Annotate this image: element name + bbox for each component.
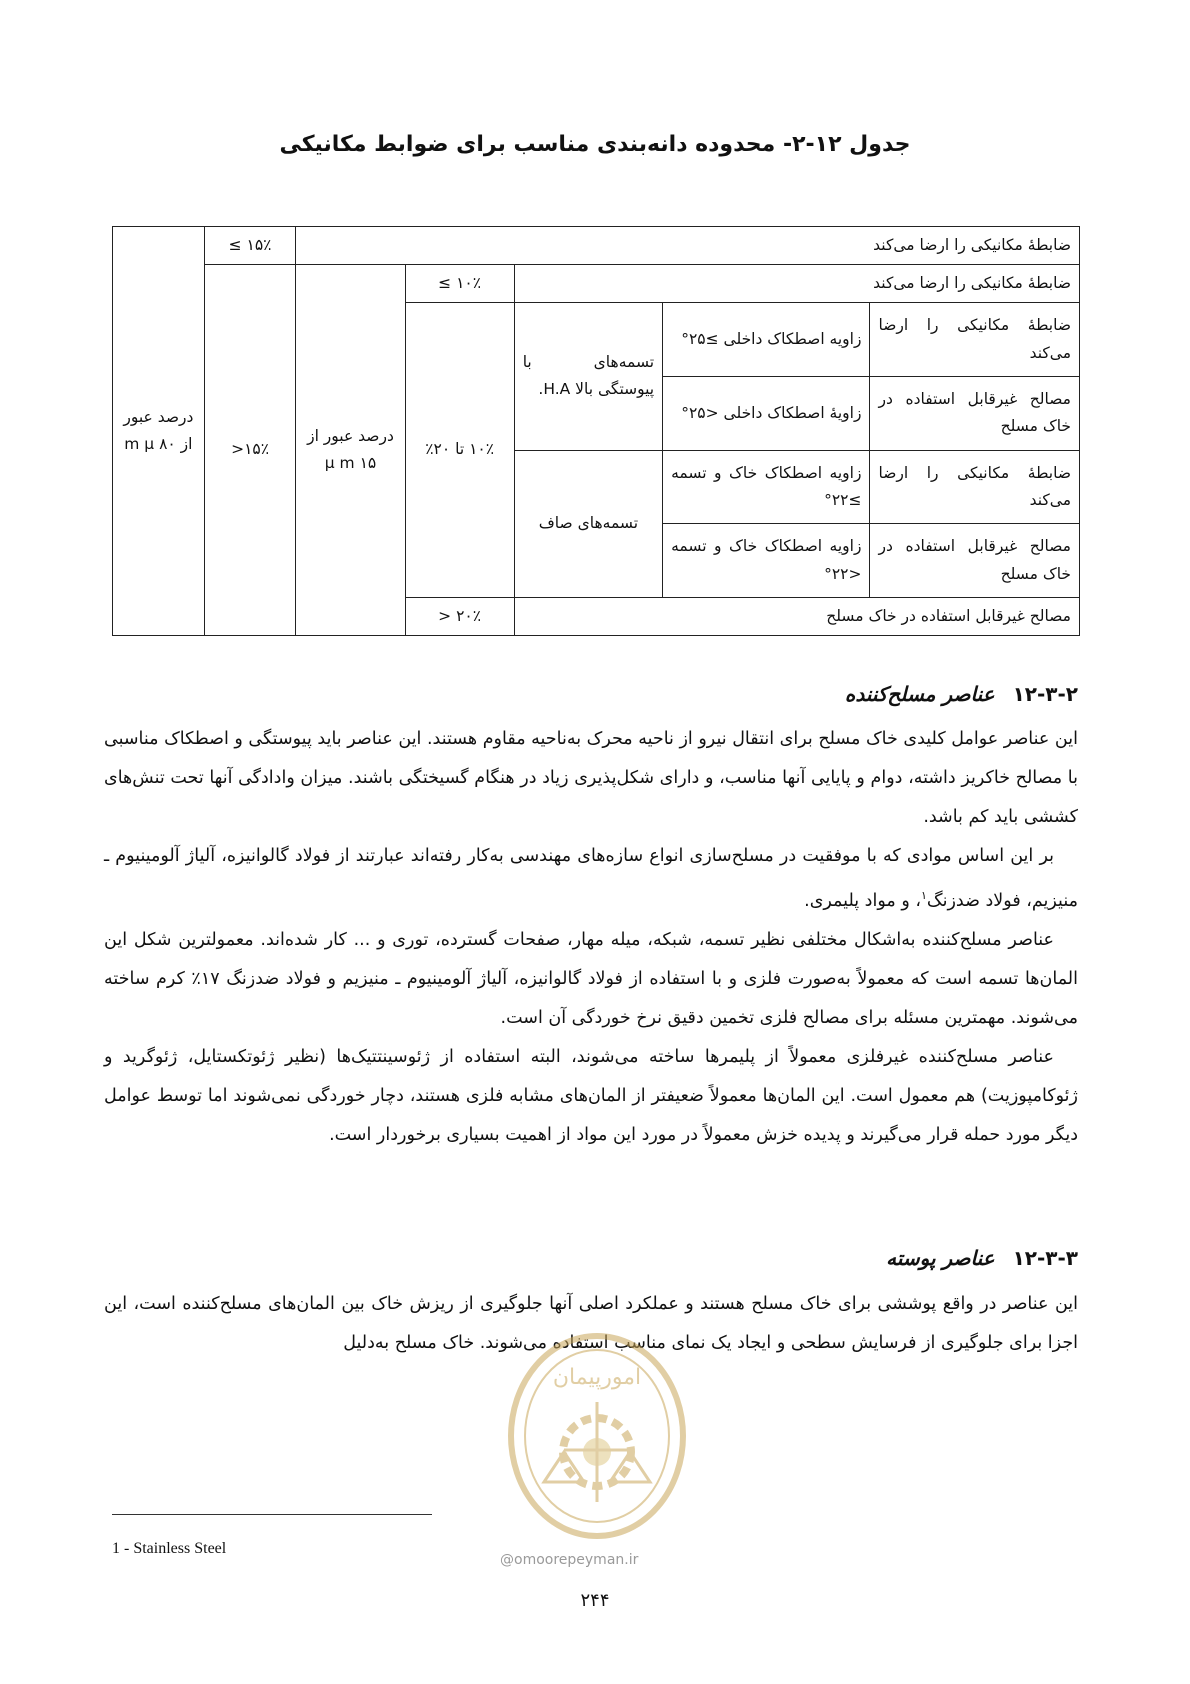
big-threshold: ۱۵٪< xyxy=(204,265,296,636)
group1-result-1: ضابطهٔ مکانیکی را ارضا می‌کند xyxy=(870,303,1080,377)
paragraph: عناصر مسلح‌کننده غیرفلزی معمولاً از پلیمرها ساخته می‌شوند، البته استفاده از ژئوسینتتیک‌ها (نظیر ژئوتکستایل، ژئوگرید و ژئوکامپوزیت) هم معمول است. این المان‌ها معمولاً ضعیفتر از المان‌های مشابه فلزی هستند، دچار خوردگی نمی‌شوند اما توسط عوامل دیگر مورد حمله قرار می‌گیرند و پدیده خزش معمولاً در مورد این مواد از اهمیت بسیاری برخوردار است. xyxy=(104,1046,1078,1145)
footnote-ref: ۱ xyxy=(920,889,927,902)
section-number: ۱۲-۳-۲ xyxy=(1012,682,1078,706)
group1-condition-2: زاویهٔ اصطکاک داخلی <۲۵° xyxy=(663,376,870,450)
col3-label: درصد عبور از ۱۵ μ m xyxy=(296,265,405,636)
watermark-url: @omoorepeyman.ir xyxy=(500,1552,639,1568)
section-heading-reinforcement xyxy=(845,682,1078,706)
group2-result-2: مصالح غیرقابل استفاده در خاک مسلح xyxy=(870,524,1080,598)
group2-label: تسمه‌های صاف xyxy=(514,450,662,597)
row1-result: ضابطهٔ مکانیکی را ارضا می‌کند xyxy=(296,227,1080,265)
watermark-logo-icon xyxy=(504,1332,690,1572)
row-last-result: مصالح غیرقابل استفاده در خاک مسلح xyxy=(514,597,1079,635)
row2-threshold: ۱۰٪ ≥ xyxy=(405,265,514,303)
col1-label: درصد عبور از ۸۰ m μ xyxy=(113,227,205,636)
section-title: عناصر مسلح‌کننده xyxy=(844,682,995,706)
row2-result: ضابطهٔ مکانیکی را ارضا می‌کند xyxy=(514,265,1079,303)
group1-condition-1: زاویه اصطکاک داخلی ≥۲۵° xyxy=(663,303,870,377)
section1-body xyxy=(104,720,1078,1155)
gradation-table xyxy=(112,226,1080,636)
group2-condition-1: زاویه اصطکاک خاک و تسمه ≥۲۲° xyxy=(663,450,870,524)
row1-threshold: ۱۵٪ ≥ xyxy=(204,227,296,265)
row-last-threshold: ۲۰٪ < xyxy=(405,597,514,635)
table-title: جدول ۱۲-۲- محدوده دانه‌بندی مناسب برای ضوابط مکانیکی xyxy=(279,132,911,157)
paragraph: عناصر مسلح‌کننده به‌اشکال مختلفی نظیر تسمه، شبکه، میله مهار، صفحات گسترده، توری و ... کار شده‌اند. معمولترین شکل این المان‌ها تسمه است که معمولاً به‌صورت فلزی و با استفاده از فولاد گالوانیزه، آلیاژ آلومینیوم ـ منیزیم و فولاد ضدزنگ ۱۷٪ کرم ساخته می‌شوند. مهمترین مسئله برای مصالح فلزی تخمین دقیق نرخ خوردگی آن است. xyxy=(104,929,1078,1028)
group2-condition-2: زاویه اصطکاک خاک و تسمه <۲۲° xyxy=(663,524,870,598)
group2-result-1: ضابطهٔ مکانیکی را ارضا می‌کند xyxy=(870,450,1080,524)
footnote: 1 - Stainless Steel xyxy=(112,1540,227,1557)
paragraph: این عناصر در واقع پوششی برای خاک مسلح هستند و عملکرد اصلی آنها جلوگیری از ریزش خاک بین المان‌های مسلح‌کننده است، این اجزا برای جلوگیری از فرسایش سطحی و ایجاد یک نمای مناسب استفاده می‌شوند. خاک مسلح به‌دلیل xyxy=(104,1294,1078,1353)
paragraph: بر این اساس موادی که با موفقیت در مسلح‌سازی انواع سازه‌های مهندسی به‌کار رفته‌اند عبارتند از فولاد گالوانیزه، آلیاژ آلومینیوم ـ منیزیم، فولاد ضدزنگ$^۱$، و مواد پلیمری. xyxy=(104,846,1078,911)
section-number: ۱۲-۳-۳ xyxy=(1012,1246,1078,1270)
group1-label: تسمه‌های با پیوستگی بالا H.A. xyxy=(514,303,662,450)
paragraph: این عناصر عوامل کلیدی خاک مسلح برای انتقال نیرو از ناحیه محرک به‌ناحیه مقاوم هستند. این عناصر باید پیوستگی و اصطکاک مناسبی با مصالح خاکریز داشته، دوام و پایایی آنها مناسب، و دارای شکل‌پذیری زیاد در هنگام گسیختگی باشند. میزان وادادگی آنها تحت تنش‌های کششی باید کم باشد. xyxy=(104,729,1078,827)
page-number: ۲۴۴ xyxy=(580,1590,610,1611)
watermark-text: امورپیمان xyxy=(552,1365,642,1390)
section-heading-facing xyxy=(886,1246,1078,1270)
mid-range: ۱۰٪ تا ۲۰٪ xyxy=(405,303,514,598)
section-title: عناصر پوسته xyxy=(886,1246,995,1270)
footnote-divider xyxy=(112,1514,432,1515)
group1-result-2: مصالح غیرقابل استفاده در خاک مسلح xyxy=(870,376,1080,450)
